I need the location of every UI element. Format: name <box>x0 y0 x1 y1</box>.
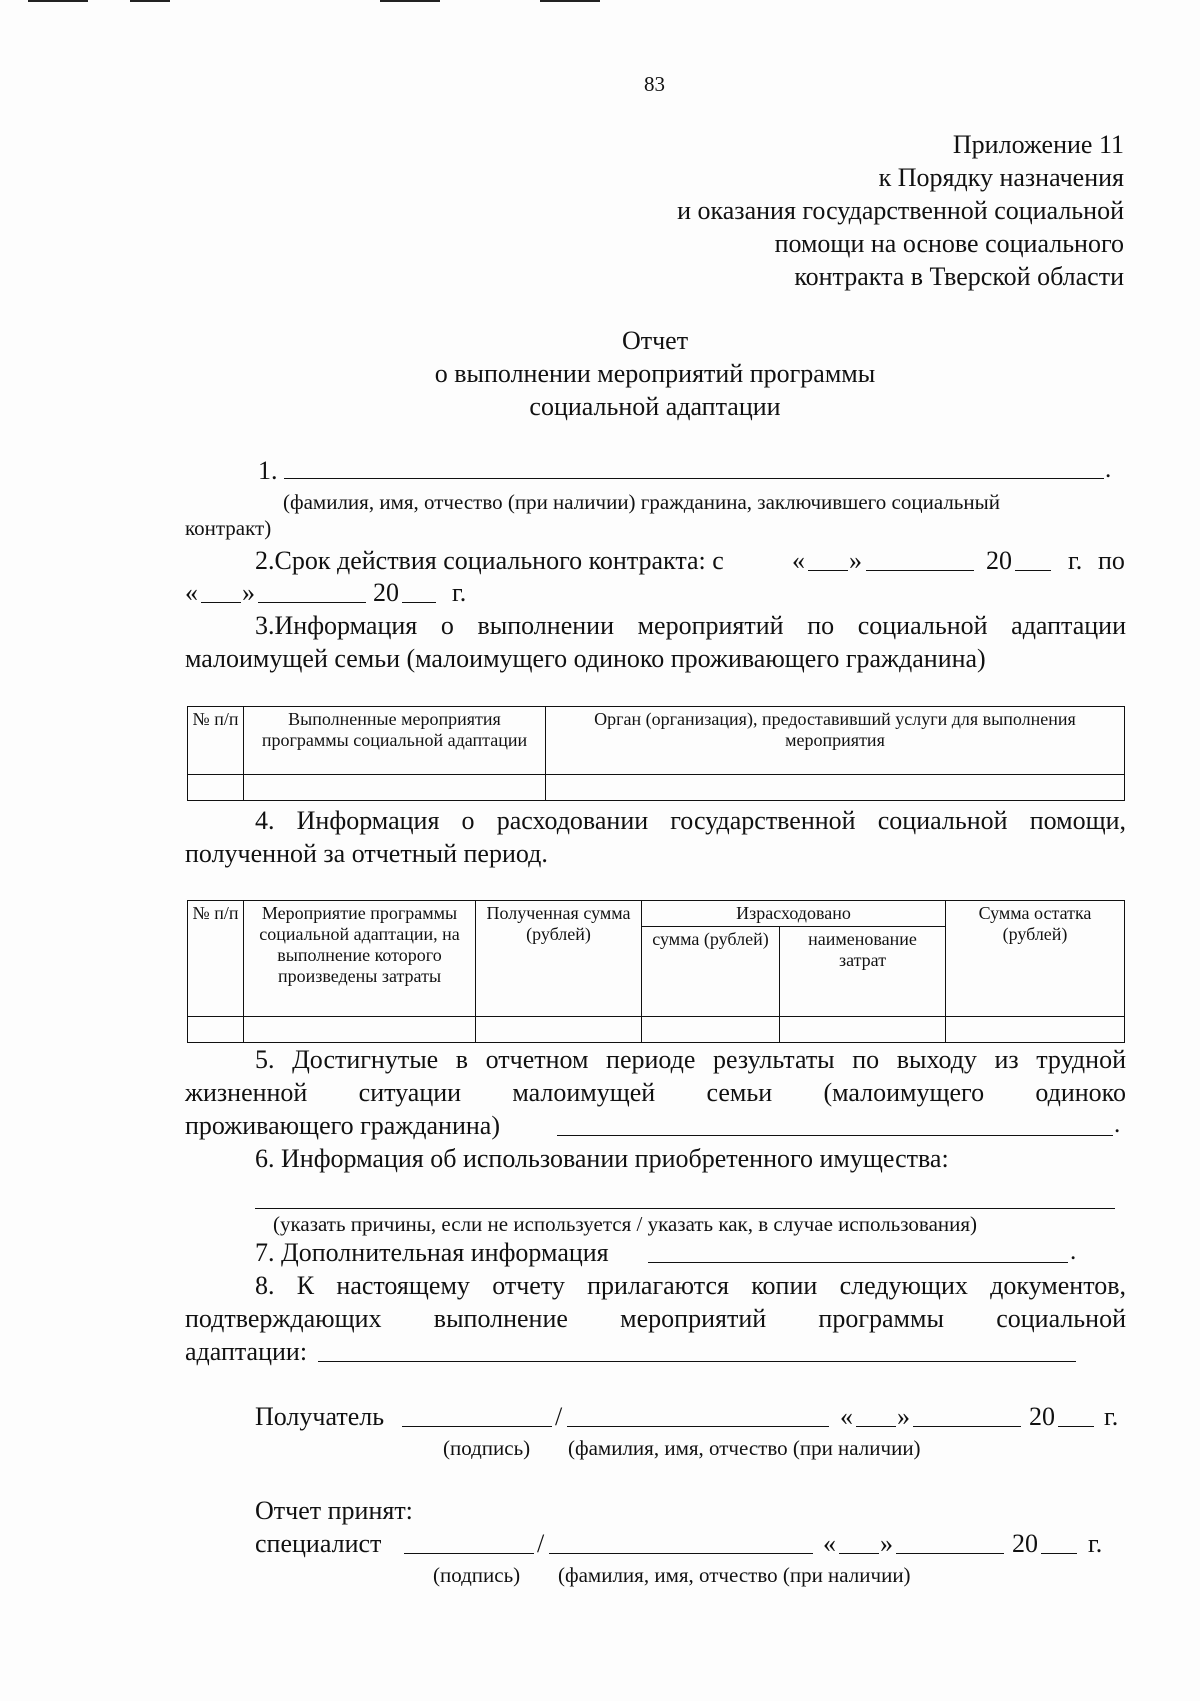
item5-period: . <box>1114 1111 1121 1138</box>
item7-period: . <box>1070 1238 1077 1265</box>
item6-hint: (указать причины, если не используется / указать как, в случае использования) <box>273 1212 978 1236</box>
recipient-signature-field[interactable] <box>402 1404 552 1427</box>
table1-cell-activity[interactable] <box>244 775 546 801</box>
table1-cell-number[interactable] <box>188 775 244 801</box>
item5-line-2: жизненной ситуации малоимущей семьи (малоимущего одиноко <box>185 1078 1126 1107</box>
appendix-line-1: Приложение 11 <box>952 130 1124 159</box>
specialist-sign-hint: (подпись) <box>433 1563 521 1587</box>
recipient-sign-hint: (подпись) <box>443 1436 531 1460</box>
recipient-month-field[interactable] <box>913 1404 1021 1427</box>
item1-number: 1. <box>258 456 278 485</box>
specialist-slash: / <box>537 1529 545 1558</box>
item2-start-month-field[interactable] <box>866 548 974 571</box>
scan-top-edge <box>0 0 1200 3</box>
specialist-year-field[interactable] <box>1041 1531 1077 1554</box>
item1-hint-1: (фамилия, имя, отчество (при наличии) гражданина, заключившего социальный <box>283 490 1000 514</box>
recipient-year-prefix: 20 <box>1029 1402 1055 1431</box>
item7-text: 7. Дополнительная информация <box>255 1238 609 1267</box>
appendix-line-4: помощи на основе социального <box>774 229 1124 258</box>
item2-g-2: г. <box>452 578 467 607</box>
item1-hint-2: контракт) <box>185 516 272 540</box>
item2-start-day-field[interactable] <box>808 548 848 571</box>
specialist-quote-close: » <box>880 1529 893 1558</box>
table2-col-spent: Израсходовано <box>642 901 946 927</box>
item2-quote-open-2: « <box>185 578 198 607</box>
report-subtitle-2: социальной адаптации <box>529 392 781 421</box>
activities-table-header <box>188 707 1125 775</box>
table2-cell-spent-name[interactable] <box>780 1017 946 1043</box>
activities-table <box>187 706 1125 801</box>
item2-end-month-field[interactable] <box>258 580 366 603</box>
item2-start-year-field[interactable] <box>1015 548 1051 571</box>
table1-col-organization: Орган (организация), предоставивший услуги для выполнения мероприятия <box>546 707 1125 775</box>
table1-col-activities: Выполненные мероприятия программы социальной адаптации <box>244 707 546 775</box>
recipient-day-field[interactable] <box>856 1404 896 1427</box>
table2-col-remainder: Сумма остатка (рублей) <box>946 901 1125 1017</box>
appendix-line-3: и оказания государственной социальной <box>677 196 1124 225</box>
report-subtitle-1: о выполнении мероприятий программы <box>434 359 876 388</box>
table2-col-spent-sum: сумма (рублей) <box>642 927 780 1017</box>
accepted-label: Отчет принят: <box>255 1496 413 1525</box>
item2-end-day-field[interactable] <box>201 580 241 603</box>
table2-col-number: № п/п <box>188 901 244 1017</box>
table2-col-received: Полученная сумма (рублей) <box>476 901 642 1017</box>
item5-results-field[interactable] <box>557 1113 1113 1136</box>
item4-line-1: 4. Информация о расходовании государственной социальной помощи, <box>255 806 1126 835</box>
table2-cell-spent-sum[interactable] <box>642 1017 780 1043</box>
item3-line-1: 3.Информация о выполнении мероприятий по социальной адаптации <box>255 611 1126 640</box>
specialist-year-prefix: 20 <box>1012 1529 1038 1558</box>
item2-g-1: г. <box>1068 546 1083 575</box>
table2-cell-number[interactable] <box>188 1017 244 1043</box>
page-number: 83 <box>644 72 665 96</box>
recipient-label: Получатель <box>255 1402 385 1431</box>
item2-po: по <box>1098 546 1125 575</box>
specialist-g: г. <box>1088 1529 1103 1558</box>
item8-documents-field[interactable] <box>318 1339 1076 1362</box>
item3-line-2: малоимущей семьи (малоимущего одиноко проживающего гражданина) <box>185 644 986 673</box>
specialist-signature-field[interactable] <box>404 1531 534 1554</box>
item2-quote-open-1: « <box>792 546 805 575</box>
item6-line-1: 6. Информация об использовании приобретенного имущества: <box>255 1144 949 1173</box>
item4-line-2: полученной за отчетный период. <box>185 839 548 868</box>
expenses-table-header-1 <box>188 901 1125 927</box>
appendix-line-2: к Порядку назначения <box>878 163 1124 192</box>
specialist-name-field[interactable] <box>549 1531 813 1554</box>
item2-text: 2.Срок действия социального контракта: с <box>255 546 724 575</box>
specialist-quote-open: « <box>823 1529 836 1558</box>
item2-quote-close-1: » <box>849 546 862 575</box>
table2-cell-received[interactable] <box>476 1017 642 1043</box>
table1-col-number: № п/п <box>188 707 244 775</box>
item8-line-1: 8. К настоящему отчету прилагаются копии следующих документов, <box>255 1271 1126 1300</box>
recipient-quote-close: » <box>897 1402 910 1431</box>
item1-name-field[interactable] <box>284 458 1104 479</box>
recipient-g: г. <box>1104 1402 1119 1431</box>
item2-year-prefix-1: 20 <box>986 546 1012 575</box>
item1-period: . <box>1105 456 1112 483</box>
item2-quote-close-2: » <box>242 578 255 607</box>
specialist-day-field[interactable] <box>839 1531 879 1554</box>
item7-field[interactable] <box>648 1240 1068 1263</box>
report-title: Отчет <box>621 326 689 355</box>
table-row <box>188 775 1125 801</box>
item5-line-3: проживающего гражданина) <box>185 1111 500 1140</box>
recipient-year-field[interactable] <box>1058 1404 1094 1427</box>
item2-end-year-field[interactable] <box>402 580 436 603</box>
table2-col-spent-name: наименование затрат <box>780 927 946 1017</box>
item8-line-3: адаптации: <box>185 1337 308 1366</box>
specialist-label: специалист <box>255 1529 382 1558</box>
specialist-month-field[interactable] <box>896 1531 1004 1554</box>
appendix-line-5: контракта в Тверской области <box>794 262 1124 291</box>
table1-cell-organization[interactable] <box>546 775 1125 801</box>
item6-property-field[interactable] <box>255 1188 1115 1209</box>
recipient-slash: / <box>555 1402 563 1431</box>
table2-cell-remainder[interactable] <box>946 1017 1125 1043</box>
item2-year-prefix-2: 20 <box>373 578 399 607</box>
item5-line-1: 5. Достигнутые в отчетном периоде результаты по выходу из трудной <box>255 1045 1126 1074</box>
recipient-name-hint: (фамилия, имя, отчество (при наличии) <box>568 1436 921 1460</box>
table-row <box>188 1017 1125 1043</box>
table2-cell-activity[interactable] <box>244 1017 476 1043</box>
recipient-quote-open: « <box>840 1402 853 1431</box>
expenses-table <box>187 900 1125 1043</box>
recipient-name-field[interactable] <box>567 1404 829 1427</box>
table2-col-activity: Мероприятие программы социальной адаптации, на выполнение которого произведены затраты <box>244 901 476 1017</box>
item8-line-2: подтверждающих выполнение мероприятий программы социальной <box>185 1304 1126 1333</box>
specialist-name-hint: (фамилия, имя, отчество (при наличии) <box>558 1563 911 1587</box>
